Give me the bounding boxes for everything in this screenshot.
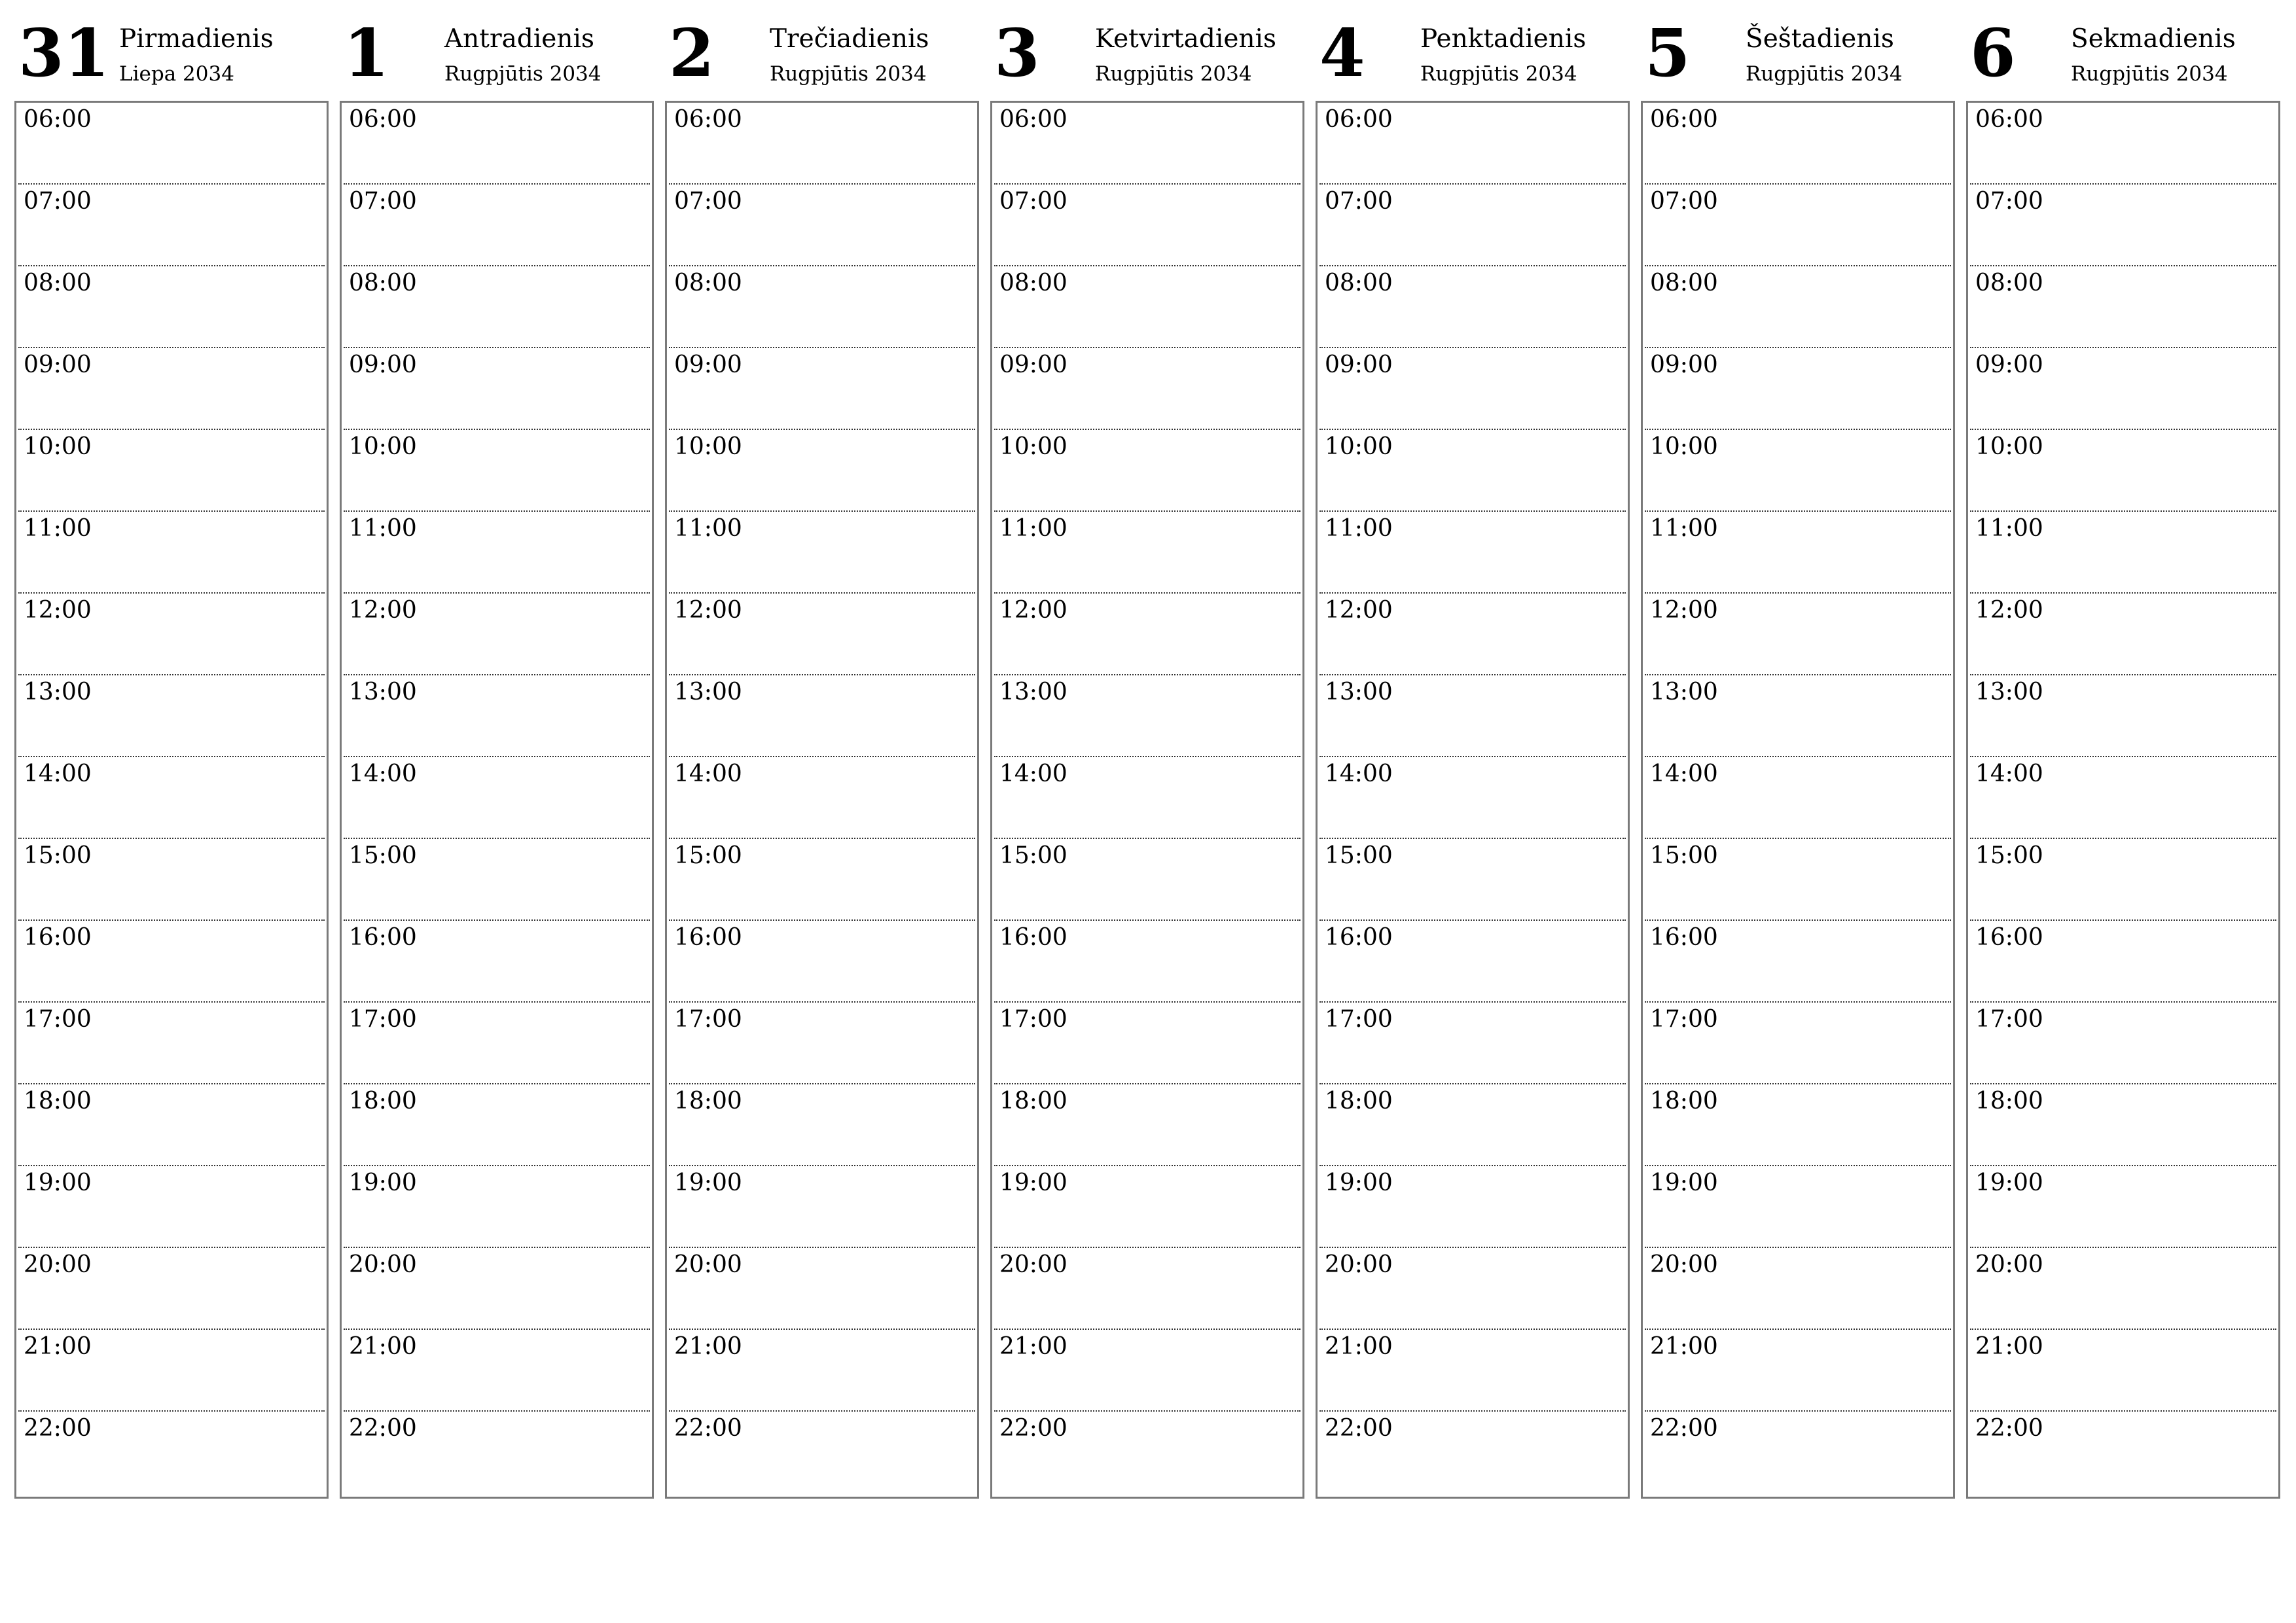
day-name: Sekmadienis — [2071, 24, 2236, 54]
day-name: Pirmadienis — [119, 24, 274, 54]
hour-label: 16:00 — [674, 924, 742, 951]
hour-slot[interactable] — [1319, 1003, 1626, 1084]
hour-slot[interactable] — [1645, 348, 1951, 430]
hour-slot[interactable] — [994, 430, 1300, 512]
hour-slot[interactable] — [1970, 1084, 2276, 1166]
hour-grid — [1966, 101, 2280, 1499]
hour-label: 14:00 — [349, 760, 417, 787]
hour-slot[interactable] — [1319, 1166, 1626, 1248]
hour-slot[interactable] — [1970, 921, 2276, 1003]
hour-label: 19:00 — [674, 1169, 742, 1196]
hour-slot[interactable] — [994, 512, 1300, 594]
day-header — [14, 0, 327, 98]
hour-label: 13:00 — [24, 679, 92, 705]
hour-label: 18:00 — [1975, 1088, 2043, 1115]
hour-label: 06:00 — [1650, 106, 1718, 133]
hour-slot[interactable] — [1970, 1248, 2276, 1330]
hour-slot[interactable] — [18, 103, 325, 185]
hour-label: 12:00 — [1975, 597, 2043, 624]
hour-label: 18:00 — [999, 1088, 1067, 1115]
hour-label: 18:00 — [24, 1088, 92, 1115]
day-name: Penktadienis — [1420, 24, 1587, 54]
hour-slot[interactable] — [1970, 430, 2276, 512]
hour-slot[interactable] — [1970, 675, 2276, 757]
hour-label: 17:00 — [1975, 1006, 2043, 1033]
hour-label: 20:00 — [349, 1251, 417, 1278]
hour-slot[interactable] — [344, 1084, 650, 1166]
hour-slot[interactable] — [1970, 1412, 2276, 1493]
hour-label: 06:00 — [999, 106, 1067, 133]
hour-label: 17:00 — [24, 1006, 92, 1033]
hour-label: 16:00 — [1650, 924, 1718, 951]
hour-label: 15:00 — [1650, 842, 1718, 869]
hour-label: 15:00 — [1975, 842, 2043, 869]
hour-label: 17:00 — [1650, 1006, 1718, 1033]
hour-slot[interactable] — [1645, 430, 1951, 512]
hour-slot[interactable] — [18, 1330, 325, 1412]
hour-slot[interactable] — [1970, 348, 2276, 430]
hour-slot[interactable] — [994, 348, 1300, 430]
hour-label: 18:00 — [349, 1088, 417, 1115]
hour-slot[interactable] — [1319, 757, 1626, 839]
hour-slot[interactable] — [1319, 1248, 1626, 1330]
hour-label: 12:00 — [24, 597, 92, 624]
hour-slot[interactable] — [18, 1166, 325, 1248]
hour-label: 12:00 — [1650, 597, 1718, 624]
hour-slot[interactable] — [1970, 266, 2276, 348]
hour-label: 12:00 — [999, 597, 1067, 624]
hour-slot[interactable] — [1319, 103, 1626, 185]
hour-slot[interactable] — [18, 1084, 325, 1166]
hour-slot[interactable] — [669, 1084, 975, 1166]
day-column — [665, 0, 978, 1499]
hour-slot[interactable] — [344, 594, 650, 675]
hour-slot[interactable] — [994, 1166, 1300, 1248]
hour-label: 21:00 — [1325, 1333, 1393, 1360]
hour-slot[interactable] — [1319, 185, 1626, 266]
hour-slot[interactable] — [669, 430, 975, 512]
hour-label: 10:00 — [24, 433, 92, 460]
hour-label: 08:00 — [674, 270, 742, 296]
hour-label: 09:00 — [349, 351, 417, 378]
hour-label: 07:00 — [24, 188, 92, 215]
hour-slot[interactable] — [994, 185, 1300, 266]
hour-slot[interactable] — [669, 757, 975, 839]
hour-slot[interactable] — [994, 103, 1300, 185]
weekly-planner — [14, 0, 2289, 1505]
hour-label: 11:00 — [24, 515, 92, 542]
hour-slot[interactable] — [1319, 1412, 1626, 1493]
hour-slot[interactable] — [994, 594, 1300, 675]
hour-label: 08:00 — [1650, 270, 1718, 296]
hour-grid — [665, 101, 979, 1499]
hour-label: 08:00 — [1325, 270, 1393, 296]
hour-label: 08:00 — [24, 270, 92, 296]
hour-slot[interactable] — [1319, 512, 1626, 594]
hour-label: 11:00 — [1325, 515, 1393, 542]
hour-label: 13:00 — [1325, 679, 1393, 705]
hour-label: 06:00 — [349, 106, 417, 133]
hour-label: 10:00 — [674, 433, 742, 460]
day-name: Trečiadienis — [770, 24, 929, 54]
hour-slot[interactable] — [18, 1248, 325, 1330]
hour-label: 16:00 — [349, 924, 417, 951]
hour-slot[interactable] — [1645, 1330, 1951, 1412]
hour-slot[interactable] — [1319, 839, 1626, 921]
hour-label: 09:00 — [1975, 351, 2043, 378]
hour-label: 15:00 — [999, 842, 1067, 869]
hour-label: 21:00 — [999, 1333, 1067, 1360]
hour-label: 22:00 — [24, 1415, 92, 1442]
hour-label: 10:00 — [1650, 433, 1718, 460]
hour-label: 08:00 — [1975, 270, 2043, 296]
day-header — [1641, 0, 1954, 98]
hour-label: 14:00 — [1975, 760, 2043, 787]
hour-slot[interactable] — [1645, 512, 1951, 594]
hour-label: 07:00 — [999, 188, 1067, 215]
day-number: 5 — [1645, 14, 1691, 92]
day-column — [1641, 0, 1954, 1499]
hour-label: 16:00 — [1325, 924, 1393, 951]
hour-label: 16:00 — [24, 924, 92, 951]
hour-slot[interactable] — [344, 185, 650, 266]
hour-label: 13:00 — [1650, 679, 1718, 705]
hour-label: 07:00 — [1650, 188, 1718, 215]
hour-label: 08:00 — [349, 270, 417, 296]
day-number: 4 — [1319, 14, 1365, 92]
hour-slot[interactable] — [669, 1248, 975, 1330]
hour-slot[interactable] — [1970, 1166, 2276, 1248]
hour-slot[interactable] — [1970, 185, 2276, 266]
hour-label: 21:00 — [349, 1333, 417, 1360]
hour-label: 14:00 — [1650, 760, 1718, 787]
hour-slot[interactable] — [18, 185, 325, 266]
hour-label: 19:00 — [1975, 1169, 2043, 1196]
day-header — [1316, 0, 1628, 98]
hour-label: 19:00 — [24, 1169, 92, 1196]
hour-label: 22:00 — [1650, 1415, 1718, 1442]
hour-slot[interactable] — [344, 1248, 650, 1330]
hour-label: 10:00 — [1975, 433, 2043, 460]
hour-slot[interactable] — [1319, 348, 1626, 430]
hour-slot[interactable] — [669, 675, 975, 757]
day-header — [340, 0, 653, 98]
hour-label: 06:00 — [24, 106, 92, 133]
hour-label: 06:00 — [674, 106, 742, 133]
hour-label: 13:00 — [1975, 679, 2043, 705]
hour-slot[interactable] — [994, 675, 1300, 757]
hour-label: 21:00 — [24, 1333, 92, 1360]
hour-grid — [1641, 101, 1955, 1499]
hour-slot[interactable] — [1970, 757, 2276, 839]
hour-label: 13:00 — [999, 679, 1067, 705]
hour-label: 20:00 — [1325, 1251, 1393, 1278]
hour-slot[interactable] — [994, 1248, 1300, 1330]
day-month: Rugpjūtis 2034 — [2071, 62, 2228, 86]
hour-slot[interactable] — [1645, 594, 1951, 675]
hour-slot[interactable] — [1645, 103, 1951, 185]
hour-slot[interactable] — [18, 1003, 325, 1084]
hour-slot[interactable] — [344, 1166, 650, 1248]
hour-slot[interactable] — [1645, 185, 1951, 266]
hour-slot[interactable] — [669, 1330, 975, 1412]
hour-slot[interactable] — [18, 1412, 325, 1493]
hour-label: 11:00 — [674, 515, 742, 542]
hour-slot[interactable] — [1319, 594, 1626, 675]
hour-label: 22:00 — [999, 1415, 1067, 1442]
hour-slot[interactable] — [1970, 1003, 2276, 1084]
hour-slot[interactable] — [1645, 266, 1951, 348]
hour-label: 22:00 — [674, 1415, 742, 1442]
hour-slot[interactable] — [994, 1330, 1300, 1412]
hour-label: 20:00 — [674, 1251, 742, 1278]
hour-slot[interactable] — [994, 1084, 1300, 1166]
hour-slot[interactable] — [18, 594, 325, 675]
hour-slot[interactable] — [669, 103, 975, 185]
hour-label: 20:00 — [1975, 1251, 2043, 1278]
hour-slot[interactable] — [1645, 1166, 1951, 1248]
hour-label: 07:00 — [349, 188, 417, 215]
hour-label: 11:00 — [1650, 515, 1718, 542]
day-header — [990, 0, 1303, 98]
hour-label: 17:00 — [349, 1006, 417, 1033]
hour-label: 07:00 — [1325, 188, 1393, 215]
hour-label: 10:00 — [999, 433, 1067, 460]
hour-label: 09:00 — [674, 351, 742, 378]
day-header — [665, 0, 978, 98]
hour-slot[interactable] — [1970, 1330, 2276, 1412]
day-column — [990, 0, 1303, 1499]
hour-label: 19:00 — [1650, 1169, 1718, 1196]
hour-slot[interactable] — [1319, 921, 1626, 1003]
day-number: 3 — [994, 14, 1040, 92]
day-name: Šeštadienis — [1746, 24, 1894, 54]
hour-grid — [14, 101, 329, 1499]
hour-slot[interactable] — [18, 675, 325, 757]
hour-label: 09:00 — [24, 351, 92, 378]
hour-label: 15:00 — [24, 842, 92, 869]
hour-label: 11:00 — [999, 515, 1067, 542]
hour-label: 09:00 — [1650, 351, 1718, 378]
hour-label: 21:00 — [1975, 1333, 2043, 1360]
hour-label: 10:00 — [1325, 433, 1393, 460]
hour-slot[interactable] — [18, 348, 325, 430]
hour-label: 14:00 — [1325, 760, 1393, 787]
hour-label: 15:00 — [349, 842, 417, 869]
hour-slot[interactable] — [994, 1412, 1300, 1493]
hour-slot[interactable] — [669, 1003, 975, 1084]
day-column — [14, 0, 327, 1499]
day-number: 2 — [669, 14, 715, 92]
hour-slot[interactable] — [18, 266, 325, 348]
hour-label: 16:00 — [1975, 924, 2043, 951]
hour-slot[interactable] — [344, 512, 650, 594]
day-column — [1966, 0, 2279, 1499]
hour-label: 09:00 — [999, 351, 1067, 378]
hour-label: 16:00 — [999, 924, 1067, 951]
hour-slot[interactable] — [994, 266, 1300, 348]
hour-slot[interactable] — [1319, 1330, 1626, 1412]
hour-slot[interactable] — [344, 1330, 650, 1412]
hour-label: 22:00 — [1975, 1415, 2043, 1442]
hour-slot[interactable] — [1319, 430, 1626, 512]
hour-slot[interactable] — [669, 594, 975, 675]
hour-label: 17:00 — [674, 1006, 742, 1033]
day-column — [1316, 0, 1628, 1499]
hour-label: 11:00 — [1975, 515, 2043, 542]
day-month: Rugpjūtis 2034 — [1746, 62, 1903, 86]
hour-slot[interactable] — [344, 430, 650, 512]
hour-slot[interactable] — [669, 1166, 975, 1248]
hour-label: 14:00 — [999, 760, 1067, 787]
hour-label: 14:00 — [24, 760, 92, 787]
hour-label: 20:00 — [1650, 1251, 1718, 1278]
day-name: Antradienis — [444, 24, 594, 54]
hour-label: 06:00 — [1325, 106, 1393, 133]
hour-label: 22:00 — [1325, 1415, 1393, 1442]
hour-slot[interactable] — [18, 512, 325, 594]
hour-slot[interactable] — [1645, 1412, 1951, 1493]
hour-slot[interactable] — [669, 921, 975, 1003]
hour-label: 20:00 — [999, 1251, 1067, 1278]
day-header — [1966, 0, 2279, 98]
hour-slot[interactable] — [669, 266, 975, 348]
hour-slot[interactable] — [344, 348, 650, 430]
hour-grid — [1316, 101, 1630, 1499]
hour-slot[interactable] — [344, 266, 650, 348]
day-name: Ketvirtadienis — [1095, 24, 1277, 54]
hour-label: 13:00 — [349, 679, 417, 705]
hour-slot[interactable] — [344, 103, 650, 185]
hour-label: 11:00 — [349, 515, 417, 542]
day-number: 1 — [344, 14, 389, 92]
hour-slot[interactable] — [1645, 1003, 1951, 1084]
hour-label: 19:00 — [349, 1169, 417, 1196]
hour-slot[interactable] — [18, 430, 325, 512]
hour-label: 12:00 — [1325, 597, 1393, 624]
hour-label: 18:00 — [1650, 1088, 1718, 1115]
hour-slot[interactable] — [994, 839, 1300, 921]
hour-slot[interactable] — [994, 921, 1300, 1003]
hour-slot[interactable] — [669, 839, 975, 921]
hour-label: 12:00 — [674, 597, 742, 624]
hour-slot[interactable] — [1970, 594, 2276, 675]
hour-grid — [340, 101, 654, 1499]
hour-label: 22:00 — [349, 1415, 417, 1442]
hour-slot[interactable] — [1970, 103, 2276, 185]
day-month: Rugpjūtis 2034 — [444, 62, 601, 86]
hour-label: 15:00 — [674, 842, 742, 869]
hour-label: 21:00 — [674, 1333, 742, 1360]
day-number: 6 — [1970, 14, 2016, 92]
hour-label: 21:00 — [1650, 1333, 1718, 1360]
hour-slot[interactable] — [1319, 266, 1626, 348]
hour-slot[interactable] — [669, 1412, 975, 1493]
hour-slot[interactable] — [1645, 1084, 1951, 1166]
hour-slot[interactable] — [1645, 839, 1951, 921]
hour-slot[interactable] — [344, 675, 650, 757]
day-column — [340, 0, 653, 1499]
hour-slot[interactable] — [1970, 839, 2276, 921]
hour-slot[interactable] — [344, 839, 650, 921]
day-month: Rugpjūtis 2034 — [770, 62, 927, 86]
hour-label: 18:00 — [674, 1088, 742, 1115]
hour-slot[interactable] — [669, 512, 975, 594]
hour-label: 19:00 — [1325, 1169, 1393, 1196]
hour-label: 17:00 — [999, 1006, 1067, 1033]
hour-label: 13:00 — [674, 679, 742, 705]
hour-slot[interactable] — [1645, 921, 1951, 1003]
hour-label: 07:00 — [1975, 188, 2043, 215]
hour-slot[interactable] — [1319, 675, 1626, 757]
hour-slot[interactable] — [669, 185, 975, 266]
hour-label: 19:00 — [999, 1169, 1067, 1196]
day-month: Rugpjūtis 2034 — [1420, 62, 1577, 86]
hour-slot[interactable] — [1319, 1084, 1626, 1166]
hour-label: 10:00 — [349, 433, 417, 460]
hour-grid — [990, 101, 1304, 1499]
hour-slot[interactable] — [18, 757, 325, 839]
hour-slot[interactable] — [994, 757, 1300, 839]
hour-label: 17:00 — [1325, 1006, 1393, 1033]
hour-label: 20:00 — [24, 1251, 92, 1278]
hour-label: 09:00 — [1325, 351, 1393, 378]
day-month: Rugpjūtis 2034 — [1095, 62, 1252, 86]
hour-slot[interactable] — [669, 348, 975, 430]
hour-slot[interactable] — [344, 757, 650, 839]
hour-slot[interactable] — [344, 1412, 650, 1493]
hour-label: 12:00 — [349, 597, 417, 624]
hour-slot[interactable] — [18, 921, 325, 1003]
hour-slot[interactable] — [344, 1003, 650, 1084]
hour-slot[interactable] — [344, 921, 650, 1003]
day-number: 31 — [18, 14, 110, 92]
hour-label: 06:00 — [1975, 106, 2043, 133]
hour-label: 14:00 — [674, 760, 742, 787]
hour-slot[interactable] — [1970, 512, 2276, 594]
hour-slot[interactable] — [1645, 675, 1951, 757]
hour-label: 18:00 — [1325, 1088, 1393, 1115]
hour-slot[interactable] — [1645, 757, 1951, 839]
hour-label: 08:00 — [999, 270, 1067, 296]
hour-label: 07:00 — [674, 188, 742, 215]
day-month: Liepa 2034 — [119, 62, 234, 86]
hour-slot[interactable] — [1645, 1248, 1951, 1330]
hour-slot[interactable] — [994, 1003, 1300, 1084]
hour-slot[interactable] — [18, 839, 325, 921]
hour-label: 15:00 — [1325, 842, 1393, 869]
